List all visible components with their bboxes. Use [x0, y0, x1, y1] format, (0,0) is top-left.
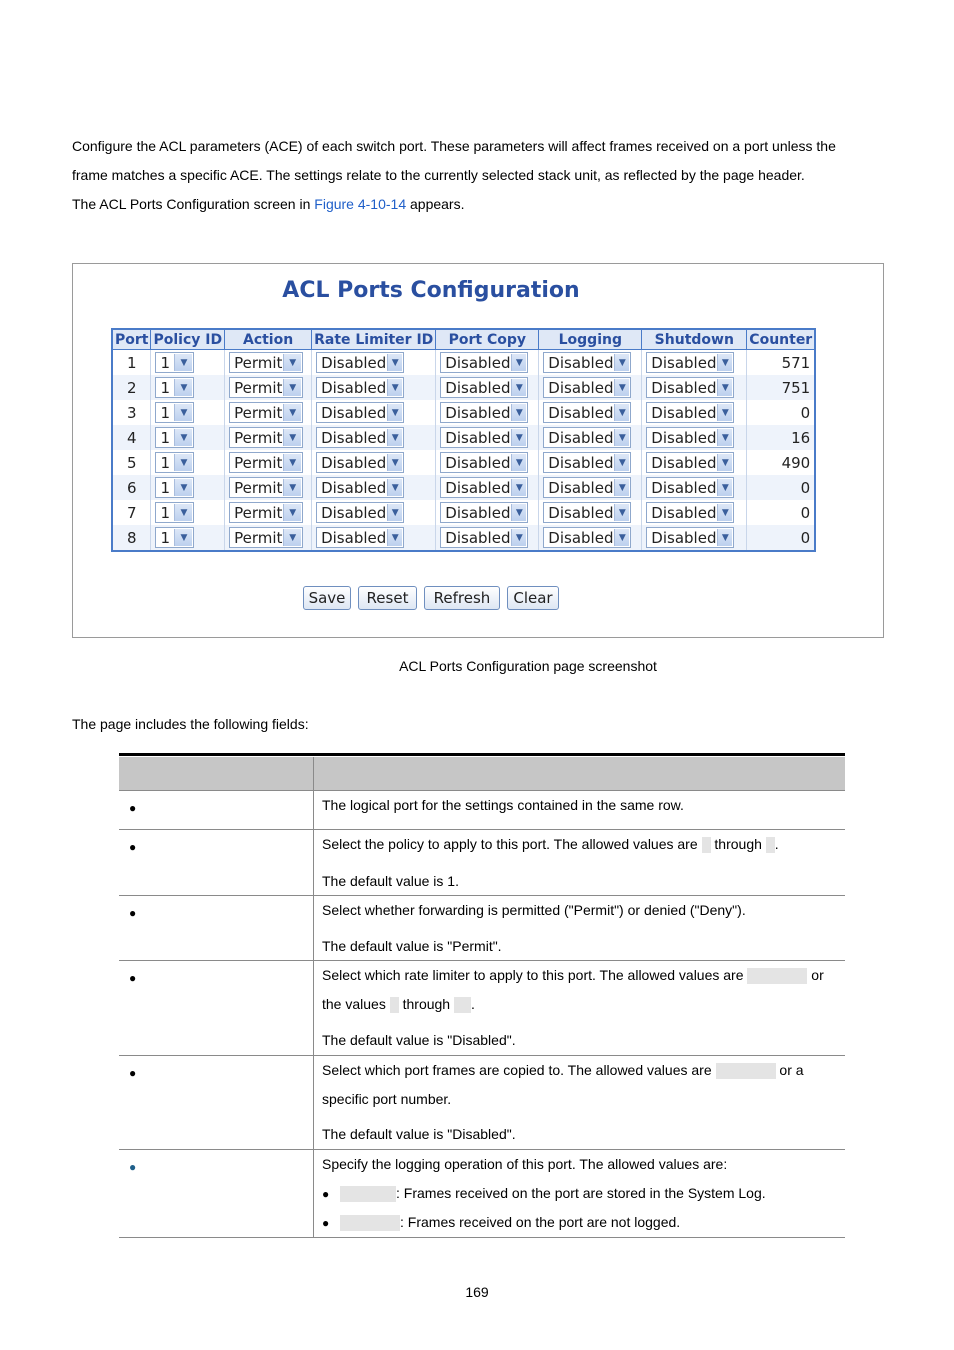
action-value: Permit	[234, 453, 283, 472]
redacted-value	[340, 1186, 396, 1202]
chevron-down-icon: ▼	[717, 529, 732, 546]
copy-select[interactable]	[440, 427, 528, 448]
action-select[interactable]	[229, 427, 303, 448]
counter-value: 0	[747, 500, 815, 525]
copy-select[interactable]	[440, 402, 528, 423]
chevron-down-icon: ▼	[614, 404, 629, 421]
copy-select[interactable]	[440, 527, 528, 548]
policy-value: 1	[160, 503, 171, 522]
chevron-down-icon: ▼	[387, 504, 402, 521]
rate-value: Disabled	[321, 353, 387, 372]
chevron-down-icon: ▼	[387, 454, 402, 471]
logging-value: Disabled	[548, 428, 614, 447]
rate-value: Disabled	[321, 503, 387, 522]
bullet-icon: ●	[129, 1160, 137, 1174]
intro-line-3-post: appears.	[406, 196, 465, 212]
field-row-port-copy	[119, 1056, 845, 1150]
policy-value: 1	[160, 403, 171, 422]
rate-select[interactable]	[316, 402, 404, 423]
copy-value: Disabled	[445, 378, 511, 397]
bullet-icon: ●	[129, 971, 137, 985]
bullet-icon: ●	[129, 840, 137, 854]
policy-select[interactable]	[155, 452, 194, 473]
shutdown-select[interactable]	[646, 352, 734, 373]
chevron-down-icon: ▼	[283, 404, 301, 421]
table-row	[112, 375, 815, 400]
redacted-value	[766, 837, 775, 853]
field-row-logging	[119, 1150, 845, 1238]
chevron-down-icon: ▼	[717, 354, 732, 371]
action-select[interactable]	[229, 377, 303, 398]
logging-select[interactable]	[543, 377, 631, 398]
shutdown-value: Disabled	[651, 478, 717, 497]
col-counter: Counter	[747, 329, 815, 350]
port-number: 6	[112, 475, 151, 500]
table-row	[112, 400, 815, 425]
rate-value: Disabled	[321, 403, 387, 422]
rate-select[interactable]	[316, 427, 404, 448]
logging-select[interactable]	[543, 502, 631, 523]
field-row-action	[119, 896, 845, 961]
fields-header-row	[119, 756, 845, 791]
action-value: Permit	[234, 478, 283, 497]
policy-select[interactable]	[155, 377, 194, 398]
chevron-down-icon: ▼	[387, 404, 402, 421]
action-value: Permit	[234, 403, 283, 422]
shutdown-value: Disabled	[651, 428, 717, 447]
field-rate-post: .	[470, 996, 475, 1012]
copy-select[interactable]	[440, 377, 528, 398]
copy-value: Disabled	[445, 403, 511, 422]
shutdown-value: Disabled	[651, 453, 717, 472]
port-number: 1	[112, 350, 151, 376]
logging-value: Disabled	[548, 378, 614, 397]
field-policy-default: The default value is 1.	[322, 873, 459, 889]
rate-select[interactable]	[316, 477, 404, 498]
chevron-down-icon: ▼	[511, 404, 526, 421]
col-logging: Logging	[539, 329, 642, 350]
policy-value: 1	[160, 353, 171, 372]
logging-value: Disabled	[548, 403, 614, 422]
chevron-down-icon: ▼	[511, 429, 526, 446]
action-value: Permit	[234, 353, 283, 372]
chevron-down-icon: ▼	[614, 454, 629, 471]
counter-value: 0	[747, 400, 815, 425]
chevron-down-icon: ▼	[511, 379, 526, 396]
redacted-value	[454, 997, 471, 1013]
chevron-down-icon: ▼	[283, 354, 301, 371]
shutdown-value: Disabled	[651, 403, 717, 422]
port-number: 3	[112, 400, 151, 425]
redacted-value	[716, 1063, 776, 1079]
chevron-down-icon: ▼	[511, 529, 526, 546]
policy-select[interactable]	[155, 427, 194, 448]
chevron-down-icon: ▼	[614, 354, 629, 371]
bullet-icon: ●	[129, 906, 137, 920]
table-row	[112, 350, 815, 376]
page-number: 169	[465, 1284, 489, 1300]
logging-select[interactable]	[543, 452, 631, 473]
redacted-value	[747, 968, 807, 984]
port-number: 7	[112, 500, 151, 525]
shutdown-select[interactable]	[646, 527, 734, 548]
field-policy-mid: through	[710, 836, 766, 852]
action-value: Permit	[234, 503, 283, 522]
logging-value: Disabled	[548, 453, 614, 472]
copy-value: Disabled	[445, 353, 511, 372]
fields-intro: The page includes the following fields:	[72, 716, 309, 732]
action-select[interactable]	[229, 527, 303, 548]
chevron-down-icon: ▼	[614, 529, 629, 546]
screenshot-frame	[72, 263, 884, 638]
port-number: 8	[112, 525, 151, 551]
figure-link[interactable]: Figure 4-10-14	[314, 196, 407, 212]
col-action: Action	[225, 329, 312, 350]
table-row	[112, 525, 815, 551]
redacted-value	[340, 1215, 400, 1231]
field-copy-desc: Select which port frames are copied to. The allowed values are	[322, 1062, 716, 1078]
action-select[interactable]	[229, 502, 303, 523]
chevron-down-icon: ▼	[387, 529, 402, 546]
copy-select[interactable]	[440, 352, 528, 373]
reset-button[interactable]: Reset	[358, 586, 417, 610]
chevron-down-icon: ▼	[283, 429, 301, 446]
table-row	[112, 500, 815, 525]
policy-select[interactable]	[155, 352, 194, 373]
policy-value: 1	[160, 378, 171, 397]
copy-select[interactable]	[440, 502, 528, 523]
policy-select[interactable]	[155, 502, 194, 523]
chevron-down-icon: ▼	[283, 379, 301, 396]
shutdown-select[interactable]	[646, 377, 734, 398]
field-logging-desc: Specify the logging operation of this port. The allowed values are:	[322, 1156, 728, 1172]
chevron-down-icon: ▼	[614, 504, 629, 521]
chevron-down-icon: ▼	[174, 429, 192, 446]
acl-ports-table	[111, 328, 816, 552]
chevron-down-icon: ▼	[174, 529, 192, 546]
bullet-icon: ●	[129, 801, 137, 815]
chevron-down-icon: ▼	[511, 504, 526, 521]
refresh-button[interactable]: Refresh	[424, 586, 500, 610]
chevron-down-icon: ▼	[387, 354, 402, 371]
policy-value: 1	[160, 478, 171, 497]
rate-value: Disabled	[321, 478, 387, 497]
counter-value: 571	[747, 350, 815, 376]
counter-value: 16	[747, 425, 815, 450]
logging-select[interactable]	[543, 402, 631, 423]
counter-value: 751	[747, 375, 815, 400]
field-rate-mid: through	[398, 996, 454, 1012]
counter-value: 0	[747, 475, 815, 500]
field-action-default: The default value is "Permit".	[322, 938, 502, 954]
shutdown-select[interactable]	[646, 402, 734, 423]
figure-caption: ACL Ports Configuration page screenshot	[399, 658, 657, 674]
rate-select[interactable]	[316, 352, 404, 373]
table-row	[112, 425, 815, 450]
field-logging-opt1: : Frames received on the port are stored in the System Log.	[396, 1185, 766, 1201]
field-rate-desc: Select which rate limiter to apply to this port. The allowed values are	[322, 967, 748, 983]
logging-select[interactable]	[543, 352, 631, 373]
copy-value: Disabled	[445, 528, 511, 547]
chevron-down-icon: ▼	[717, 479, 732, 496]
chevron-down-icon: ▼	[511, 454, 526, 471]
col-shutdown: Shutdown	[642, 329, 747, 350]
chevron-down-icon: ▼	[387, 379, 402, 396]
port-number: 4	[112, 425, 151, 450]
policy-value: 1	[160, 528, 171, 547]
policy-select[interactable]	[155, 402, 194, 423]
field-row-rate-limiter	[119, 961, 845, 1056]
redacted-value	[390, 997, 399, 1013]
chevron-down-icon: ▼	[717, 454, 732, 471]
shutdown-value: Disabled	[651, 353, 717, 372]
table-header-row	[112, 329, 815, 350]
intro-line-3-pre: The ACL Ports Configuration screen in	[72, 196, 315, 212]
chevron-down-icon: ▼	[174, 504, 192, 521]
col-port: Port	[112, 329, 151, 350]
field-logging-opt2: : Frames received on the port are not logged.	[400, 1214, 681, 1230]
shutdown-select[interactable]	[646, 452, 734, 473]
policy-select[interactable]	[155, 527, 194, 548]
field-action-desc: Select whether forwarding is permitted ("Permit") or denied ("Deny").	[322, 902, 746, 918]
shutdown-value: Disabled	[651, 378, 717, 397]
field-rate-default: The default value is "Disabled".	[322, 1032, 516, 1048]
chevron-down-icon: ▼	[283, 454, 301, 471]
chevron-down-icon: ▼	[717, 504, 732, 521]
chevron-down-icon: ▼	[283, 479, 301, 496]
field-copy-line2: specific port number.	[322, 1091, 452, 1107]
copy-select[interactable]	[440, 452, 528, 473]
col-policy-id: Policy ID	[151, 329, 225, 350]
field-row-port	[119, 791, 845, 830]
chevron-down-icon: ▼	[614, 379, 629, 396]
rate-value: Disabled	[321, 378, 387, 397]
bullet-icon: ●	[129, 1066, 137, 1080]
chevron-down-icon: ▼	[511, 354, 526, 371]
logging-select[interactable]	[543, 527, 631, 548]
col-rate-limiter-id: Rate Limiter ID	[312, 329, 436, 350]
policy-value: 1	[160, 453, 171, 472]
shutdown-value: Disabled	[651, 503, 717, 522]
action-select[interactable]	[229, 402, 303, 423]
shutdown-select[interactable]	[646, 502, 734, 523]
copy-value: Disabled	[445, 478, 511, 497]
chevron-down-icon: ▼	[174, 404, 192, 421]
logging-value: Disabled	[548, 478, 614, 497]
action-value: Permit	[234, 528, 283, 547]
chevron-down-icon: ▼	[174, 354, 192, 371]
rate-select[interactable]	[316, 502, 404, 523]
port-number: 2	[112, 375, 151, 400]
chevron-down-icon: ▼	[174, 379, 192, 396]
logging-value: Disabled	[548, 528, 614, 547]
fields-header-description	[314, 757, 845, 790]
chevron-down-icon: ▼	[387, 429, 402, 446]
sub-bullet-icon: ●	[322, 1216, 330, 1230]
field-rate-or: or	[807, 967, 824, 983]
field-copy-or: or a	[775, 1062, 804, 1078]
logging-select[interactable]	[543, 427, 631, 448]
policy-select[interactable]	[155, 477, 194, 498]
rate-value: Disabled	[321, 428, 387, 447]
logging-value: Disabled	[548, 353, 614, 372]
action-select[interactable]	[229, 452, 303, 473]
action-value: Permit	[234, 378, 283, 397]
logging-select[interactable]	[543, 477, 631, 498]
rate-value: Disabled	[321, 453, 387, 472]
fields-table	[119, 753, 845, 1238]
chevron-down-icon: ▼	[174, 479, 192, 496]
rate-select[interactable]	[316, 452, 404, 473]
rate-value: Disabled	[321, 528, 387, 547]
copy-value: Disabled	[445, 428, 511, 447]
save-button[interactable]: Save	[303, 586, 351, 610]
chevron-down-icon: ▼	[717, 379, 732, 396]
shutdown-select[interactable]	[646, 477, 734, 498]
chevron-down-icon: ▼	[283, 504, 301, 521]
copy-value: Disabled	[445, 453, 511, 472]
clear-button[interactable]: Clear	[507, 586, 559, 610]
acl-page-title: ACL Ports Configuration	[282, 278, 580, 303]
copy-select[interactable]	[440, 477, 528, 498]
policy-value: 1	[160, 428, 171, 447]
intro-line-1: Configure the ACL parameters (ACE) of each switch port. These parameters will affect frames received on a port unless the	[72, 138, 836, 154]
chevron-down-icon: ▼	[614, 479, 629, 496]
copy-value: Disabled	[445, 503, 511, 522]
chevron-down-icon: ▼	[614, 429, 629, 446]
intro-line-2: frame matches a specific ACE. The settings relate to the currently selected stack unit, as reflected by the page header.	[72, 167, 805, 183]
col-port-copy: Port Copy	[436, 329, 539, 350]
rate-select[interactable]	[316, 377, 404, 398]
chevron-down-icon: ▼	[717, 404, 732, 421]
shutdown-value: Disabled	[651, 528, 717, 547]
field-policy-desc: Select the policy to apply to this port. The allowed values are	[322, 836, 702, 852]
table-row	[112, 450, 815, 475]
counter-value: 0	[747, 525, 815, 551]
action-select[interactable]	[229, 352, 303, 373]
rate-select[interactable]	[316, 527, 404, 548]
redacted-value	[702, 837, 711, 853]
action-select[interactable]	[229, 477, 303, 498]
field-copy-default: The default value is "Disabled".	[322, 1126, 516, 1142]
logging-value: Disabled	[548, 503, 614, 522]
chevron-down-icon: ▼	[283, 529, 301, 546]
table-row	[112, 475, 815, 500]
field-policy-post: .	[774, 836, 779, 852]
fields-header-object	[119, 757, 314, 790]
action-value: Permit	[234, 428, 283, 447]
chevron-down-icon: ▼	[717, 429, 732, 446]
chevron-down-icon: ▼	[174, 454, 192, 471]
field-rate-line2: the values	[322, 996, 390, 1012]
port-number: 5	[112, 450, 151, 475]
shutdown-select[interactable]	[646, 427, 734, 448]
intro-line-3	[72, 196, 464, 212]
counter-value: 490	[747, 450, 815, 475]
chevron-down-icon: ▼	[387, 479, 402, 496]
chevron-down-icon: ▼	[511, 479, 526, 496]
sub-bullet-icon: ●	[322, 1187, 330, 1201]
field-port-desc: The logical port for the settings contained in the same row.	[322, 797, 684, 813]
field-row-policy	[119, 830, 845, 896]
